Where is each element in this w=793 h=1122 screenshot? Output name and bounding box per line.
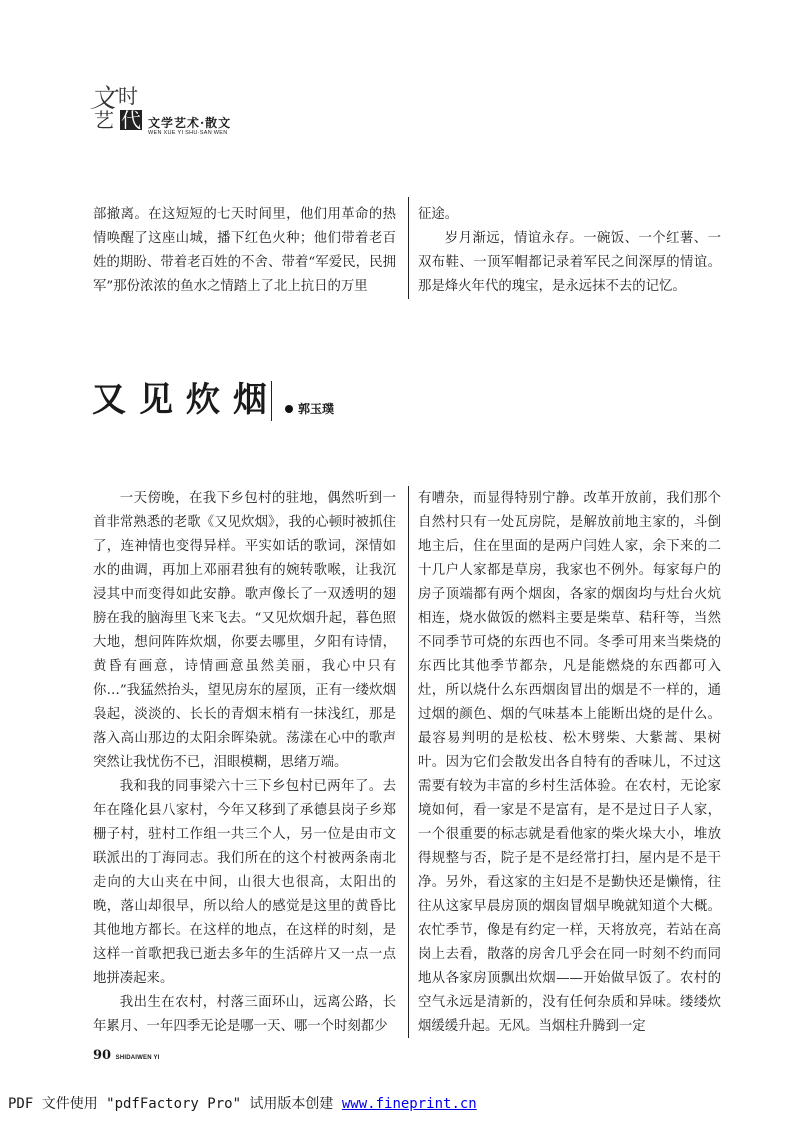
page-number xyxy=(93,1048,160,1063)
logo-char-wen: 文 xyxy=(90,84,117,114)
prev-article-right-column xyxy=(418,203,721,299)
logo-mark xyxy=(88,84,146,136)
footer-text: PDF 文件使用 "pdfFactory Pro" 试用版本创建 xyxy=(8,1096,342,1112)
article-title: 又见炊烟 xyxy=(92,380,280,420)
article-right-column xyxy=(418,487,721,1039)
prev-article-paragraph: 征途。 xyxy=(418,207,459,222)
logo-char-yi: 艺 xyxy=(94,108,114,132)
page-number-value: 90 xyxy=(93,1048,112,1063)
logo-char-shi: 时 xyxy=(118,84,138,108)
article-paragraph: 我和我的同事梁六十三下乡包村已两年了。去年在隆化县八家村，今年又移到了承德县岗子乡郑栅子村，驻村工作组一共三个人，另一位是由市文联派出的丁海同志。我们所在的这个村被两条南北走向的大山夹在中间，山很大也很高，太阳出的晚，落山却很早，所以给人的感觉是这里的黄昏比其他地方都长。在这样的地点，在这样的时刻，是这样一首歌把我已逝去多年的生活碎片又一点一点地拼凑起来。 xyxy=(93,779,396,986)
article-author: 郭玉璞 xyxy=(298,402,335,416)
column-divider xyxy=(408,486,409,1038)
section-pinyin: WEN XUE YI SHU·SAN WEN xyxy=(148,130,228,136)
logo-char-dai: 代 xyxy=(121,108,141,132)
pdf-footer xyxy=(8,1093,477,1113)
bullet-icon xyxy=(285,405,293,413)
footer-link[interactable]: www.fineprint.cn xyxy=(341,1096,477,1112)
section-label: 文学艺术·散文 xyxy=(148,116,232,130)
prev-article-paragraph: 岁月渐远，情谊永存。一碗饭、一个红薯、一双布鞋、一顶军帽都记录着军民之间深厚的情谊。那是烽火年代的瑰宝，是永远抹不去的记忆。 xyxy=(418,231,721,294)
column-divider xyxy=(408,197,409,299)
prev-article-left-column xyxy=(93,203,396,299)
article-paragraph: 一天傍晚，在我下乡包村的驻地，偶然听到一首非常熟悉的老歌《又见炊烟》，我的心顿时被抓住了，连神情也变得异样。平实如话的歌词，深情如水的曲调，再加上邓丽君独有的婉转歌喉，让我沉浸其中而变得如此安静。歌声像长了一双透明的翅膀在我的脑海里飞来飞去。“又见炊烟升起，暮色照大地，想问阵阵炊烟，你要去哪里，夕阳有诗情，黄昏有画意，诗情画意虽然美丽，我心中只有你…”我猛然抬头，望见房东的屋顶，正有一缕炊烟袅起，淡淡的、长长的青烟末梢有一抹浅红，那是落入高山那边的太阳余晖染就。荡漾在心中的歌声突然让我忧伤不已，泪眼模糊，思绪万端。 xyxy=(93,491,396,770)
prev-article-paragraph: 部撤离。在这短短的七天时间里，他们用革命的热情唤醒了这座山城，播下红色火种；他们带着老百姓的期盼、带着老百姓的不舍、带着“军爱民，民拥军”那份浓浓的鱼水之情踏上了北上抗日的万里 xyxy=(93,207,396,294)
title-divider xyxy=(271,381,272,421)
magazine-name: SHIDAIWEN YI xyxy=(115,1055,160,1061)
magazine-logo xyxy=(88,84,258,144)
article-paragraph: 有嘈杂，而显得特别宁静。改革开放前，我们那个自然村只有一处瓦房院，是解放前地主家的，斗倒地主后，住在里面的是两户闫姓人家，余下来的二十几户人家都是草房，我家也不例外。每家每户的房子顶端都有两个烟囱，各家的烟囱均与灶台火炕相连，烧水做饭的燃料主要是柴草、秸秆等，当然不同季节可烧的东西也不同。冬季可用来当柴烧的东西比其他季节都杂，凡是能燃烧的东西都可入灶，所以烧什么东西烟囱冒出的烟是不一样的，通过烟的颜色、烟的气味基本上能断出烧的是什么。最容易判明的是松枝、松木劈柴、大紫蒿、果树叶。因为它们会散发出各自特有的香味儿，不过这需要有较为丰富的乡村生活体验。在农村，无论家境如何，看一家是不是富有，是不是过日子人家，一个很重要的标志就是看他家的柴火垛大小，堆放得规整与否，院子是不是经常打扫，屋内是不是干净。另外，看这家的主妇是不是勤快还是懒惰，往往从这家早晨房顶的烟囱冒烟早晚就知道个大概。农忙季节，像是有约定一样，天将放亮，若站在高岗上去看，散落的房舍几乎会在同一时刻不约而同地从各家房顶飘出炊烟——开始做早饭了。农村的空气永远是清新的，没有任何杂质和异味。缕缕炊烟缓缓升起。无风。当烟柱升腾到一定 xyxy=(418,491,721,1034)
article-left-column xyxy=(93,487,396,1039)
article-paragraph: 我出生在农村，村落三面环山，远离公路，长年累月、一年四季无论是哪一天、哪一个时刻都少 xyxy=(93,995,396,1034)
